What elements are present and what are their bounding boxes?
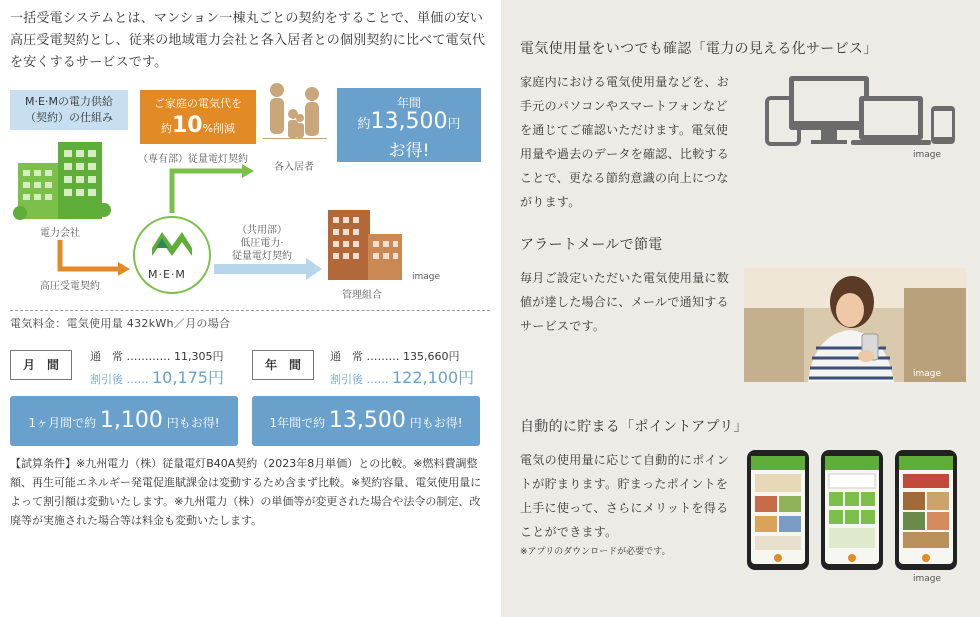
common-line1: （共用部） (237, 225, 287, 236)
monthly-savings-value: 1,100 (99, 408, 163, 433)
mem-logo-icon (134, 217, 210, 293)
common-contract-label (232, 224, 292, 263)
alert-title: アラートメールで節電 (520, 237, 663, 253)
monthly-label: 月 間 (10, 350, 72, 380)
mem-supply-label (10, 90, 128, 130)
yearly-disc-value: 122,100円 (392, 368, 475, 387)
discount-badge (140, 90, 256, 144)
discount-percent: 10 (171, 113, 203, 138)
photo-image-tag: image (913, 369, 942, 379)
yearly-normal: 通 常 ……… 135,660円 (330, 350, 460, 363)
monthly-disc-label: 割引後 …… (90, 373, 149, 386)
app-screen-1 (747, 450, 809, 570)
power-company-label: 電力会社 (40, 228, 80, 239)
annual-savings-badge (337, 88, 481, 162)
app-image-tag: image (913, 574, 942, 584)
monthly-normal: 通 常 ………… 11,305円 (90, 350, 224, 363)
residents-label: 各入居者 (274, 162, 314, 173)
calculation-note: 【試算条件】※九州電力（株）従量電灯B40A契約（2023年8月単価）との比較。※燃料費調整額、再生可能エネルギー発電促進賦課金は変動するため含まず比較。※契約容量、電気使用量によって割引額は変動いたします。※九州電力（株）の単価等が変更された場合や法令の制定、改廃等が実施された場合等は料金も変動いたします。 (10, 457, 482, 527)
yearly-discount (330, 365, 474, 388)
point-app-body: 電気の使用量に応じて自動的にポイントが貯まります。貯まったポイントを上手に使って、さらにメリットを得ることができます。 (520, 453, 730, 539)
common-line2: 低圧電力· (240, 238, 284, 249)
monthly-savings-suffix: 円もお得! (166, 416, 220, 430)
annual-prefix: 約 (357, 117, 371, 132)
yearly-savings-value: 13,500 (328, 408, 406, 433)
point-app-title: 自動的に貯まる「ポイントアプリ」 (520, 419, 748, 435)
yearly-label: 年 間 (252, 350, 314, 380)
monthly-savings-prefix: 1ヶ月間で約 (28, 416, 97, 430)
monthly-disc-value: 10,175円 (152, 368, 224, 387)
photo-woman-phone (744, 268, 966, 382)
mem-label-line2: （契約）の仕組み (25, 111, 113, 124)
mem-label-line1: M·E·Mの電力供給 (25, 95, 113, 108)
app-screen-3 (895, 450, 957, 570)
management-buildings-icon (328, 210, 402, 280)
app-screen-2 (821, 450, 883, 570)
discount-prefix: 約 (160, 122, 172, 135)
app-screens (745, 448, 961, 572)
devices-image-tag: image (913, 150, 942, 160)
discount-line2 (140, 113, 256, 138)
common-line3: 従量電灯契約 (232, 251, 292, 262)
diagram-image-tag: image (412, 272, 441, 282)
discount-line1: ご家庭の電気代を (154, 97, 242, 110)
yearly-savings-banner (252, 396, 480, 446)
visualization-body: 家庭内における電気使用量などを、お手元のパソコンやスマートフォンなどを通じてご確認いただけます。電気使用量や過去のデータを確認、比較することで、更なる節約意識の向上につながります。 (520, 75, 730, 209)
yearly-disc-label: 割引後 …… (330, 373, 389, 386)
intro-text: 一括受電システムとは、マンション一棟丸ごとの契約をすることで、単価の安い高圧受電契約とし、従来の地域電力会社と各入居者との個別契約に比べて電気代を安くするサービスです。 (10, 11, 486, 70)
devices-icon (763, 70, 963, 150)
discount-suffix: %削減 (202, 122, 236, 135)
high-voltage-label: 高圧受電契約 (40, 281, 100, 292)
annual-value: 13,500 (370, 109, 448, 134)
yearly-savings-suffix: 円もお得! (409, 416, 463, 430)
services-panel (501, 0, 980, 617)
power-company-buildings-icon (13, 142, 111, 220)
divider (10, 310, 490, 311)
management-label: 管理組合 (342, 290, 382, 301)
annual-label: 年間 (396, 96, 421, 110)
family-icon (263, 83, 327, 139)
fee-caption: 電気料金：電気使用量 432kWh／月の場合 (10, 317, 231, 330)
monthly-discount (90, 365, 224, 388)
yearly-savings-prefix: 1年間で約 (269, 416, 326, 430)
alert-body: 毎月ご設定いただいた電気使用量に数値が達した場合に、メールで通知するサービスです。 (520, 271, 730, 333)
annual-amount (337, 111, 481, 136)
monthly-savings-banner (10, 396, 238, 446)
mem-logo-text: M·E·M (148, 268, 186, 281)
annual-otoku: お得! (388, 141, 430, 161)
visualization-title: 電気使用量をいつでも確認「電力の見える化サービス」 (520, 41, 878, 57)
private-contract-label: （専有部）従量電灯契約 (138, 154, 248, 165)
app-download-note: ※アプリのダウンロードが必要です。 (520, 547, 671, 557)
annual-suffix: 円 (447, 117, 461, 132)
